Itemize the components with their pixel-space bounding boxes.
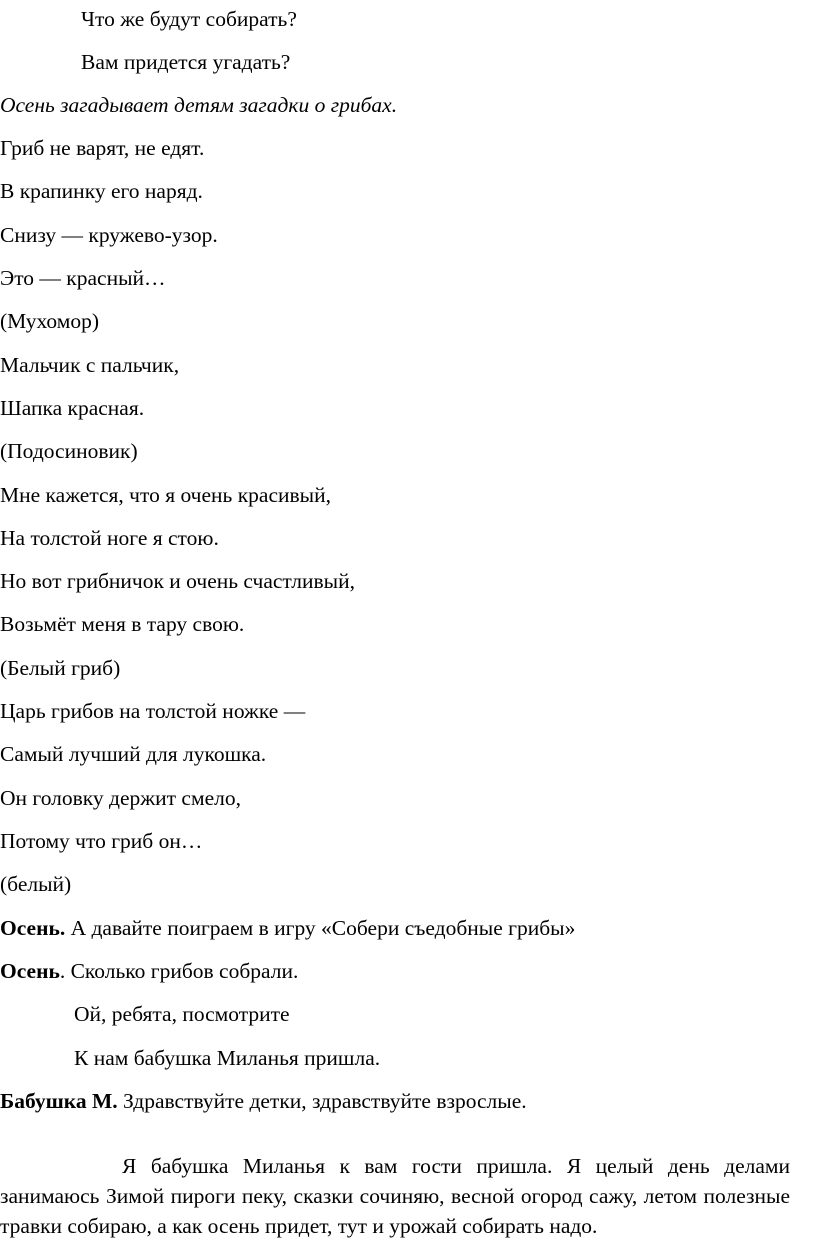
riddle-line: Царь грибов на толстой ножке — [0,699,306,723]
speaker-name: Осень. [0,916,66,940]
dialogue-line [0,958,298,984]
verse-line: Ой, ребята, посмотрите [74,1002,290,1026]
grandma-monologue: Я бабушка Миланья к вам гости пришла. Я целый день делами занимаюсь Зимой пироги пеку, сказки сочиняю, весной огород сажу, летом полезные травки собираю, а как осень придет, тут и урожай собирать надо. [0,1154,790,1238]
dialogue-text: . Сколько грибов собрали. [59,959,299,983]
verse-line: Вам придется угадать? [81,50,291,74]
riddle-line: Шапка красная. [0,396,145,420]
riddle-line: В крапинку его наряд. [0,179,203,203]
dialogue-line [0,915,575,941]
riddle-line: Мальчик с пальчик, [0,353,180,377]
verse-line: Что же будут собирать? [81,7,297,31]
riddle-line: Гриб не варят, не едят. [0,136,205,160]
dialogue-text: Здравствуйте детки, здравствуйте взрослые. [117,1089,527,1113]
riddle-line: Но вот грибничок и очень счастливый, [0,569,356,593]
stage-direction: Осень загадывает детям загадки о грибах. [0,93,398,117]
speaker-name: Бабушка М. [0,1089,118,1113]
speaker-name: Осень [0,959,60,983]
riddle-line: Потому что гриб он… [0,829,203,853]
riddle-line: Самый лучший для лукошка. [0,742,267,766]
dialogue-line [0,1088,527,1114]
riddle-line: Он головку держит смело, [0,786,241,810]
riddle-answer: (белый) [0,872,72,896]
riddle-answer: (Белый гриб) [0,656,121,680]
riddle-line: На толстой ноге я стою. [0,526,219,550]
riddle-line: Снизу — кружево-узор. [0,223,218,247]
dialogue-text: А давайте поиграем в игру «Собери съедобные грибы» [65,916,576,940]
riddle-line: Это — красный… [0,266,166,290]
riddle-answer: (Подосиновик) [0,439,138,463]
riddle-answer: (Мухомор) [0,309,100,333]
riddle-line: Мне кажется, что я очень красивый, [0,483,331,507]
verse-line: К нам бабушка Миланья пришла. [74,1046,381,1070]
riddle-line: Возьмёт меня в тару свою. [0,612,245,636]
